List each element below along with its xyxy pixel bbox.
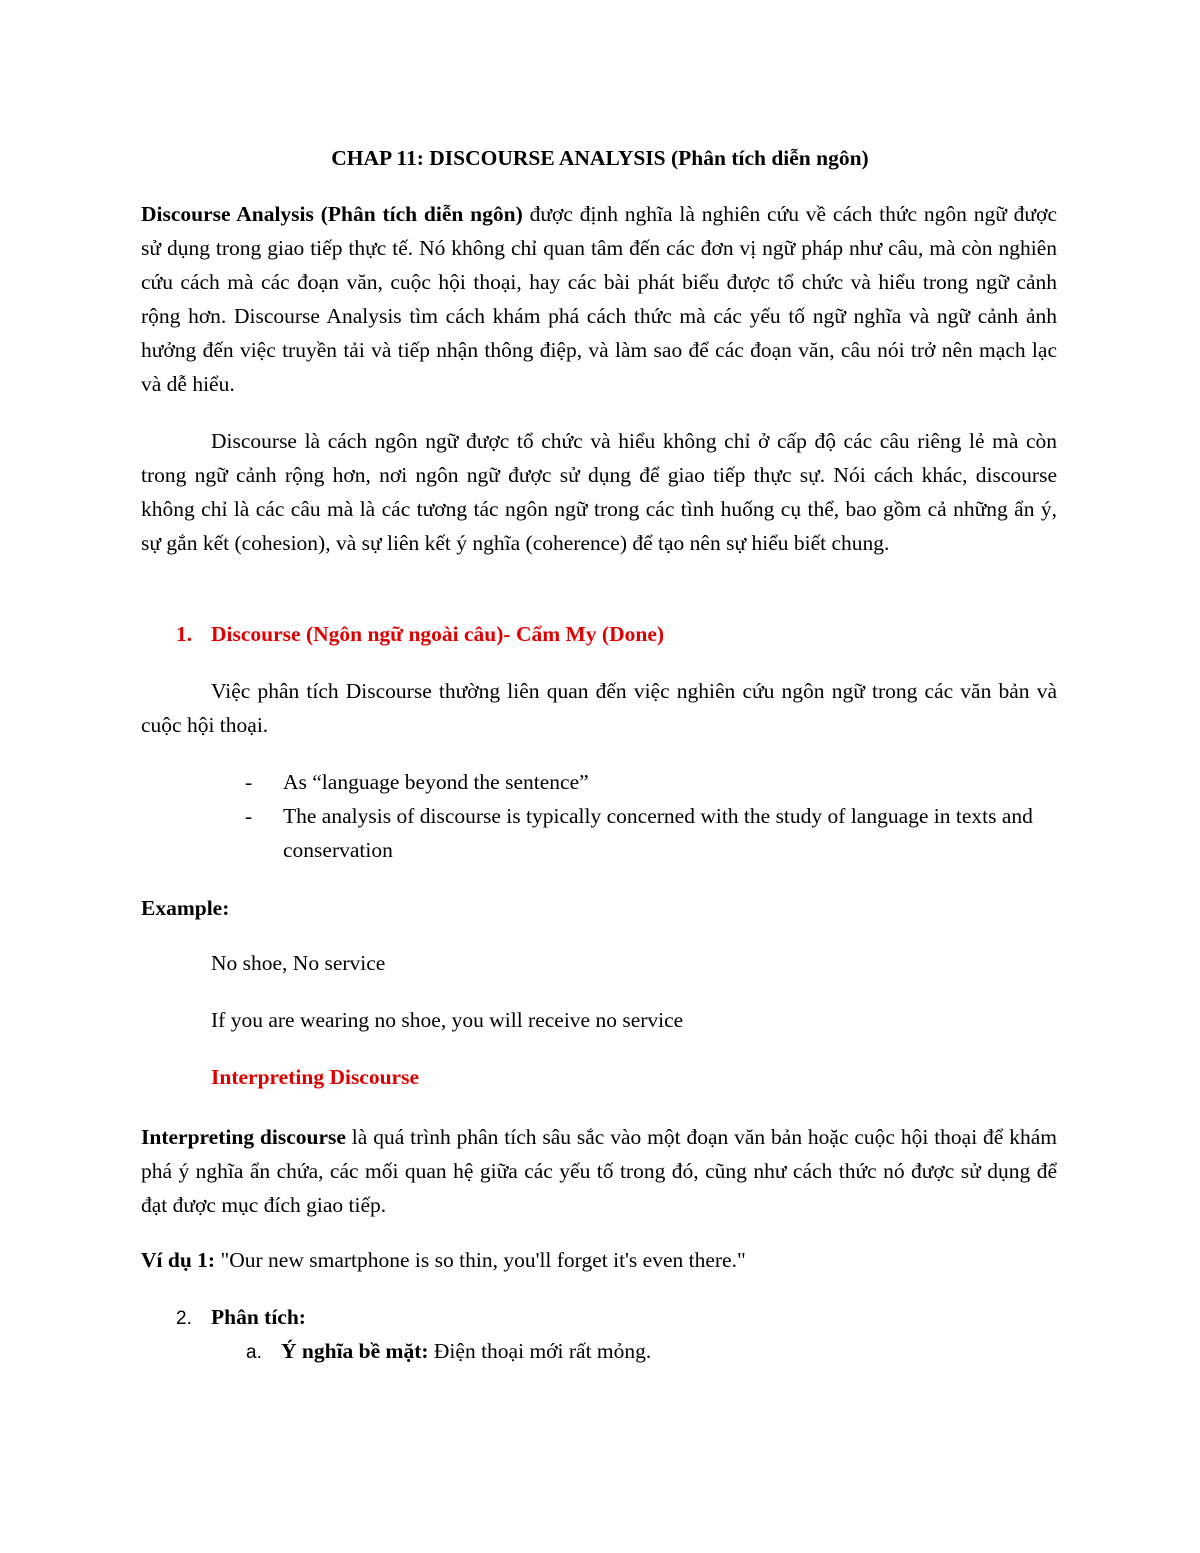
bullet-text: The analysis of discourse is typically concerned with the study of language in texts and conservation [283,804,1033,862]
bullet-item [245,799,1057,867]
analysis-item [176,1302,306,1334]
section-1-number: 1. [176,622,193,646]
interpreting-term: Interpreting discourse [141,1125,346,1149]
section-1-heading [176,619,664,649]
example-1 [141,1245,746,1275]
interpreting-paragraph [141,1120,1057,1222]
example-line: No shoe, No service [211,951,386,975]
intro-term: Discourse Analysis (Phân tích diễn ngôn) [141,202,523,226]
example-label: Example: [141,896,230,920]
analysis-sub-marker: a. [246,1342,262,1363]
bullet-marker: - [245,770,253,794]
example-1-label: Ví dụ 1: [141,1248,216,1272]
section-1-paragraph: Việc phân tích Discourse thường liên quan đến việc nghiên cứu ngôn ngữ trong các văn bản và cuộc hội thoại. [141,679,1057,737]
analysis-sub-text: Điện thoại mới rất mỏng. [428,1339,652,1363]
analysis-sub-label: Ý nghĩa bề mặt: [281,1339,429,1363]
discourse-paragraph: Discourse là cách ngôn ngữ được tổ chức và hiểu không chỉ ở cấp độ các câu riêng lẻ mà còn trong ngữ cảnh rộng hơn, nơi ngôn ngữ được sử dụng để giao tiếp thực sự. Nói cách khác, discourse không chỉ là các câu mà là các tương tác ngôn ngữ trong các tình huống cụ thể, bao gồm cả những ẩn ý, sự gắn kết (cohesion), và sự liên kết ý nghĩa (coherence) để tạo nên sự hiểu biết chung. [141,429,1057,555]
page-title: CHAP 11: DISCOURSE ANALYSIS (Phân tích diễn ngôn) [331,146,869,170]
example-line: If you are wearing no shoe, you will receive no service [211,1008,684,1032]
intro-text: được định nghĩa là nghiên cứu về cách thức ngôn ngữ được sử dụng trong giao tiếp thực tế. Nó không chỉ quan tâm đến các đơn vị ngữ pháp như câu, mà còn nghiên cứu cách mà các đoạn văn, cuộc hội thoại, hay các bài phát biểu được tổ chức và hiểu trong ngữ cảnh rộng hơn. Discourse Analysis tìm cách khám phá cách thức mà các yếu tố ngữ nghĩa và ngữ cảnh ảnh hưởng đến việc truyền tải và tiếp nhận thông điệp, và làm sao để các đoạn văn, câu nói trở nên mạch lạc và dễ hiểu. [141,202,1057,396]
section-1-title: Discourse (Ngôn ngữ ngoài câu)- Cẩm My (Done) [211,622,665,646]
analysis-number: 2. [176,1308,192,1329]
analysis-label: Phân tích: [211,1305,306,1329]
interpreting-text: là quá trình phân tích sâu sắc vào một đoạn văn bản hoặc cuộc hội thoại để khám phá ý nghĩa ẩn chứa, các mối quan hệ giữa các yếu tố trong đó, cũng như cách thức nó được sử dụng để đạt được mục đích giao tiếp. [141,1125,1057,1217]
interpreting-heading: Interpreting Discourse [211,1065,420,1089]
intro-paragraph [141,197,1057,401]
bullet-text: As “language beyond the sentence” [283,770,589,794]
analysis-subitem [246,1336,651,1368]
bullet-marker: - [245,804,253,828]
example-1-text: "Our new smartphone is so thin, you'll forget it's even there." [215,1248,746,1272]
bullet-item [245,765,1057,799]
